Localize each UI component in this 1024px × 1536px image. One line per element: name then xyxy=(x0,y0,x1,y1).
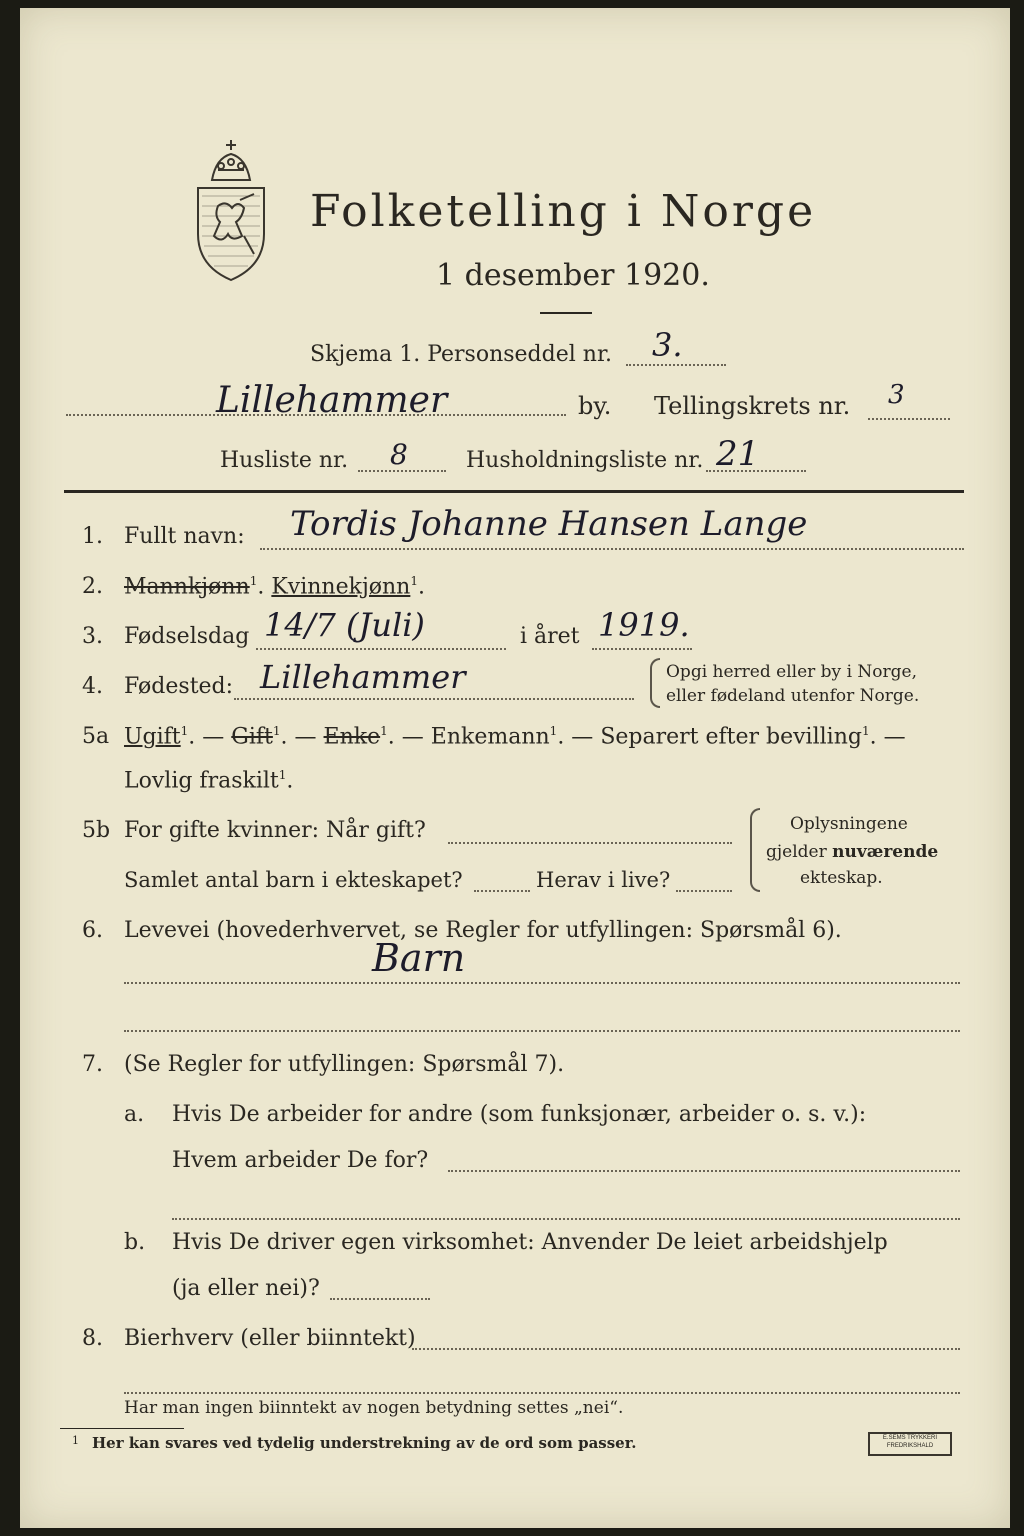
q7b-mark: b. xyxy=(124,1230,146,1255)
q7-label: (Se Regler for utfyllingen: Spørsmål 7). xyxy=(124,1052,565,1077)
q2-sex-options: Mannkjønn$^1$. Kvinnekjønn$^1$. xyxy=(124,574,425,600)
year-label: i året xyxy=(520,624,580,649)
form-date: 1 desember 1920. xyxy=(436,258,710,293)
q1-number: 1. xyxy=(82,524,103,549)
norway-coat-of-arms-icon xyxy=(190,136,272,286)
nei-instruction: Har man ingen biinntekt av nogen betydning settes „nei“. xyxy=(124,1398,624,1418)
option-gift: Gift xyxy=(231,724,273,750)
header-divider xyxy=(64,490,964,493)
birth-year-value: 1919. xyxy=(598,606,690,644)
q4-number: 4. xyxy=(82,674,103,699)
city-value: Lillehammer xyxy=(216,380,448,421)
q7a-line1: Hvis De arbeider for andre (som funksjonær, arbeider o. s. v.): xyxy=(172,1102,867,1127)
q2-number: 2. xyxy=(82,574,103,599)
tellingskrets-label: Tellingskrets nr. xyxy=(654,392,851,420)
option-ugift: Ugift xyxy=(124,724,181,750)
q8-label: Bierhverv (eller biinntekt) xyxy=(124,1326,416,1351)
skjema-label: Skjema 1. Personseddel nr. xyxy=(310,342,613,367)
q7b-line1: Hvis De driver egen virksomhet: Anvender De leiet arbeidshjelp xyxy=(172,1230,888,1255)
q8-number: 8. xyxy=(82,1326,103,1351)
q1-label: Fullt navn: xyxy=(124,524,245,549)
husholdningsliste-number: 21 xyxy=(716,434,760,474)
option-mannkjonn: Mannkjønn xyxy=(124,574,250,600)
full-name-value: Tordis Johanne Hansen Lange xyxy=(290,504,808,544)
printer-stamp: E.SEMS TRYKKERI FREDRIKSHALD xyxy=(868,1432,952,1456)
q5b-children-label: Samlet antal barn i ekteskapet? xyxy=(124,868,463,892)
q4-note-line2: eller fødeland utenfor Norge. xyxy=(666,686,920,706)
personseddel-number: 3. xyxy=(652,326,683,364)
q5b-number: 5b xyxy=(82,818,111,843)
q6-number: 6. xyxy=(82,918,103,943)
q3-number: 3. xyxy=(82,624,103,649)
q5b-note-line2: gjelder nuværende xyxy=(766,842,939,862)
q7a-employer-label: Hvem arbeider De for? xyxy=(172,1148,429,1173)
husliste-label: Husliste nr. xyxy=(220,448,349,473)
form-title: Folketelling i Norge xyxy=(310,186,817,237)
by-label: by. xyxy=(578,392,612,420)
q7b-hired-help-label: (ja eller nei)? xyxy=(172,1276,320,1301)
q5a-marital-options: Ugift$^1$. — Gift$^1$. — Enke$^1$. — Enkemann$^1$. — Separert efter bevilling$^1$. — xyxy=(124,724,906,750)
q5b-note-line1: Oplysningene xyxy=(790,814,908,834)
q4-label: Fødested: xyxy=(124,674,234,699)
husliste-number: 8 xyxy=(390,438,408,471)
q6-label: Levevei (hovederhvervet, se Regler for utfyllingen: Spørsmål 6). xyxy=(124,918,842,943)
footnote-text: Her kan svares ved tydelig understrekning av de ord som passer. xyxy=(92,1434,637,1452)
option-enke: Enke xyxy=(323,724,381,750)
q5b-line1: For gifte kvinner: Når gift? xyxy=(124,818,426,843)
occupation-value: Barn xyxy=(372,936,466,980)
q7-number: 7. xyxy=(82,1052,103,1077)
option-enkemann: Enkemann xyxy=(430,724,550,750)
q5b-alive-label: Herav i live? xyxy=(536,868,671,892)
option-separert: Separert efter bevilling xyxy=(600,724,862,750)
title-divider xyxy=(540,312,592,314)
birthday-value: 14/7 (Juli) xyxy=(264,606,425,644)
birthplace-value: Lillehammer xyxy=(260,658,466,696)
q7a-mark: a. xyxy=(124,1102,145,1127)
husholdningsliste-label: Husholdningsliste nr. xyxy=(466,448,704,473)
tellingskrets-number: 3 xyxy=(888,380,905,410)
footnote-mark: 1 xyxy=(72,1434,79,1447)
option-lovlig-fraskilt: Lovlig fraskilt$^1$. xyxy=(124,768,294,794)
q3-label: Fødselsdag xyxy=(124,624,250,649)
q5a-number: 5a xyxy=(82,724,110,749)
option-kvinnekjonn: Kvinnekjønn xyxy=(271,574,411,600)
census-form-page xyxy=(20,8,1010,1528)
footnote-divider xyxy=(60,1428,184,1429)
q4-note-line1: Opgi herred eller by i Norge, xyxy=(666,662,917,682)
q5b-note-line3: ekteskap. xyxy=(800,868,883,888)
